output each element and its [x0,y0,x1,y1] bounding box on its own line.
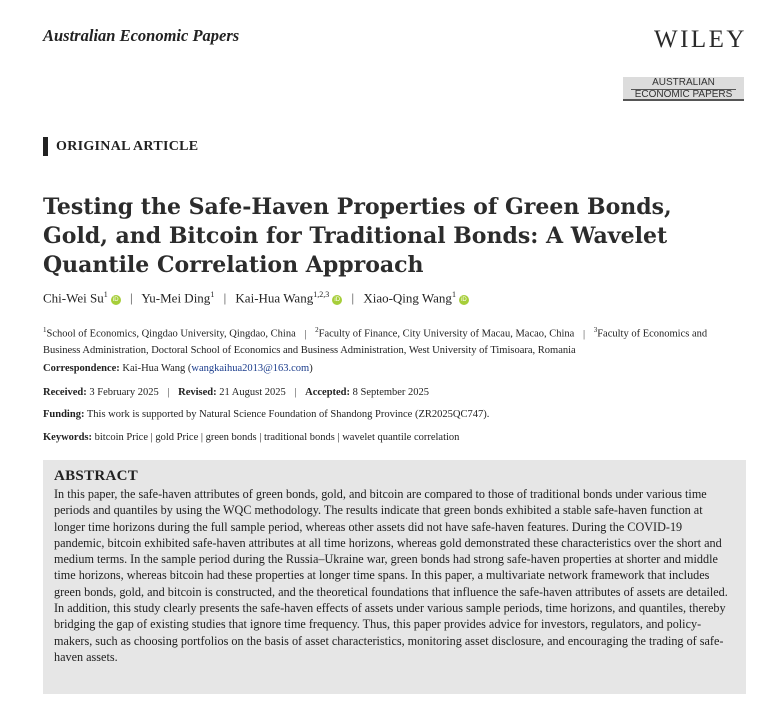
abstract-box [43,460,746,694]
publisher-logo: WILEY [653,26,747,53]
author-name[interactable]: Kai-Hua Wang [235,290,314,306]
author-name[interactable]: Chi-Wei Su [43,290,104,306]
affiliation: Faculty of Finance, City University of Macau, Macao, China [318,328,575,340]
affiliation: School of Economics, Qingdao University, Qingdao, China [46,328,296,340]
affiliation: Faculty of Economics and Business Administration, Doctoral School of Economics and Business Administration, West University of Timisoara, Romania [43,328,708,356]
revised-date: 21 August 2025 [219,387,286,398]
abstract-heading: ABSTRACT [54,468,139,484]
orcid-icon[interactable]: iD [111,295,121,305]
article-type: ORIGINAL ARTICLE [43,137,198,156]
article-title: Testing the Safe-Haven Properties of Green Bonds, Gold, and Bitcoin for Traditional Bonds: A Wavelet Quantile Correlation Approach [43,194,672,278]
journal-logo-line2: ECONOMIC PAPERS [634,89,733,100]
orcid-icon[interactable]: iD [332,295,342,305]
keyword[interactable]: wavelet quantile correlation [342,432,460,443]
journal-logo [623,77,744,101]
author-affil-sup: 1,2,3 [313,290,330,299]
correspondence: Correspondence: Kai-Hua Wang (wangkaihua2013@163.com) [43,363,313,374]
author-list: Chi-Wei Su$^1$iD | Yu-Mei Ding$^1$ | Kai-Hua Wang$^{1,2,3}$iD | Xiao-Qing Wang$^1$iD [43,290,469,306]
keyword[interactable]: bitcoin Price [94,432,148,443]
author-name[interactable]: Xiao-Qing Wang [363,290,452,306]
author-affil-sup: 1 [451,290,456,299]
orcid-icon[interactable]: iD [459,295,469,305]
keyword[interactable]: gold Price [155,432,199,443]
affiliations: $^1$School of Economics, Qingdao University, Qingdao, China | $^2$Faculty of Finance, City University of Macau, Macao, China | $^3$Faculty of Economics and Business Administration, Doctoral School of Economics and Business Administration, West University of Timisoara, Romania [43,326,708,356]
author-affil-sup: 1 [210,290,215,299]
author-name[interactable]: Yu-Mei Ding [141,290,211,306]
funding: Funding: This work is supported by Natural Science Foundation of Shandong Province (ZR2025QC747). [43,409,490,420]
keyword[interactable]: traditional bonds [263,432,335,443]
received-date: 3 February 2025 [89,387,159,398]
author-affil-sup: 1 [103,290,108,299]
keyword[interactable]: green bonds [205,432,257,443]
journal-logo-line1: AUSTRALIAN [631,78,736,90]
keywords: Keywords: bitcoin Price | gold Price | green bonds | traditional bonds | wavelet quantile correlation [43,432,460,443]
accepted-date: 8 September 2025 [352,387,430,398]
email-link[interactable]: wangkaihua2013@163.com [191,363,310,374]
journal-name: Australian Economic Papers [43,26,240,45]
abstract-text: In this paper, the safe-haven attributes of green bonds, gold, and bitcoin are compared to those of traditional bonds under various time periods and quantiles by using the WQC methodology. The results indicate that green bonds exhibited a stable safe-haven function at longer time horizons during the full sample period, whereas other assets did not have safe-haven features. During the COVID-19 pandemic, bitcoin exhibited safe-haven attributes at all time horizons, whereas gold demonstrated these characteristics over the short and medium terms. In the sample period during the Russia–Ukraine war, green bonds had strong safe-haven properties at shorter and middle time horizons, whereas bitcoin had these properties at longer time spans. In this paper, a multivariate network framework that includes green bonds, gold, and bitcoin is constructed, and the theoretical foundations that influence the safe-haven attributes of assets are detailed. In addition, this study clearly presents the safe-haven effects of assets under various sample periods, time horizons, and quantiles, thereby bridging the gap of existing studies that ignore time frequency. Thus, this paper provides advice for investors, regulators, and policy-makers, such as choosing portfolios on the basis of asset characteristics, monitoring asset disclosure, and encouraging the trading of safe-haven assets. [54,487,728,664]
article-dates: Received: 3 February 2025 | Revised: 21 August 2025 | Accepted: 8 September 2025 [43,387,430,398]
